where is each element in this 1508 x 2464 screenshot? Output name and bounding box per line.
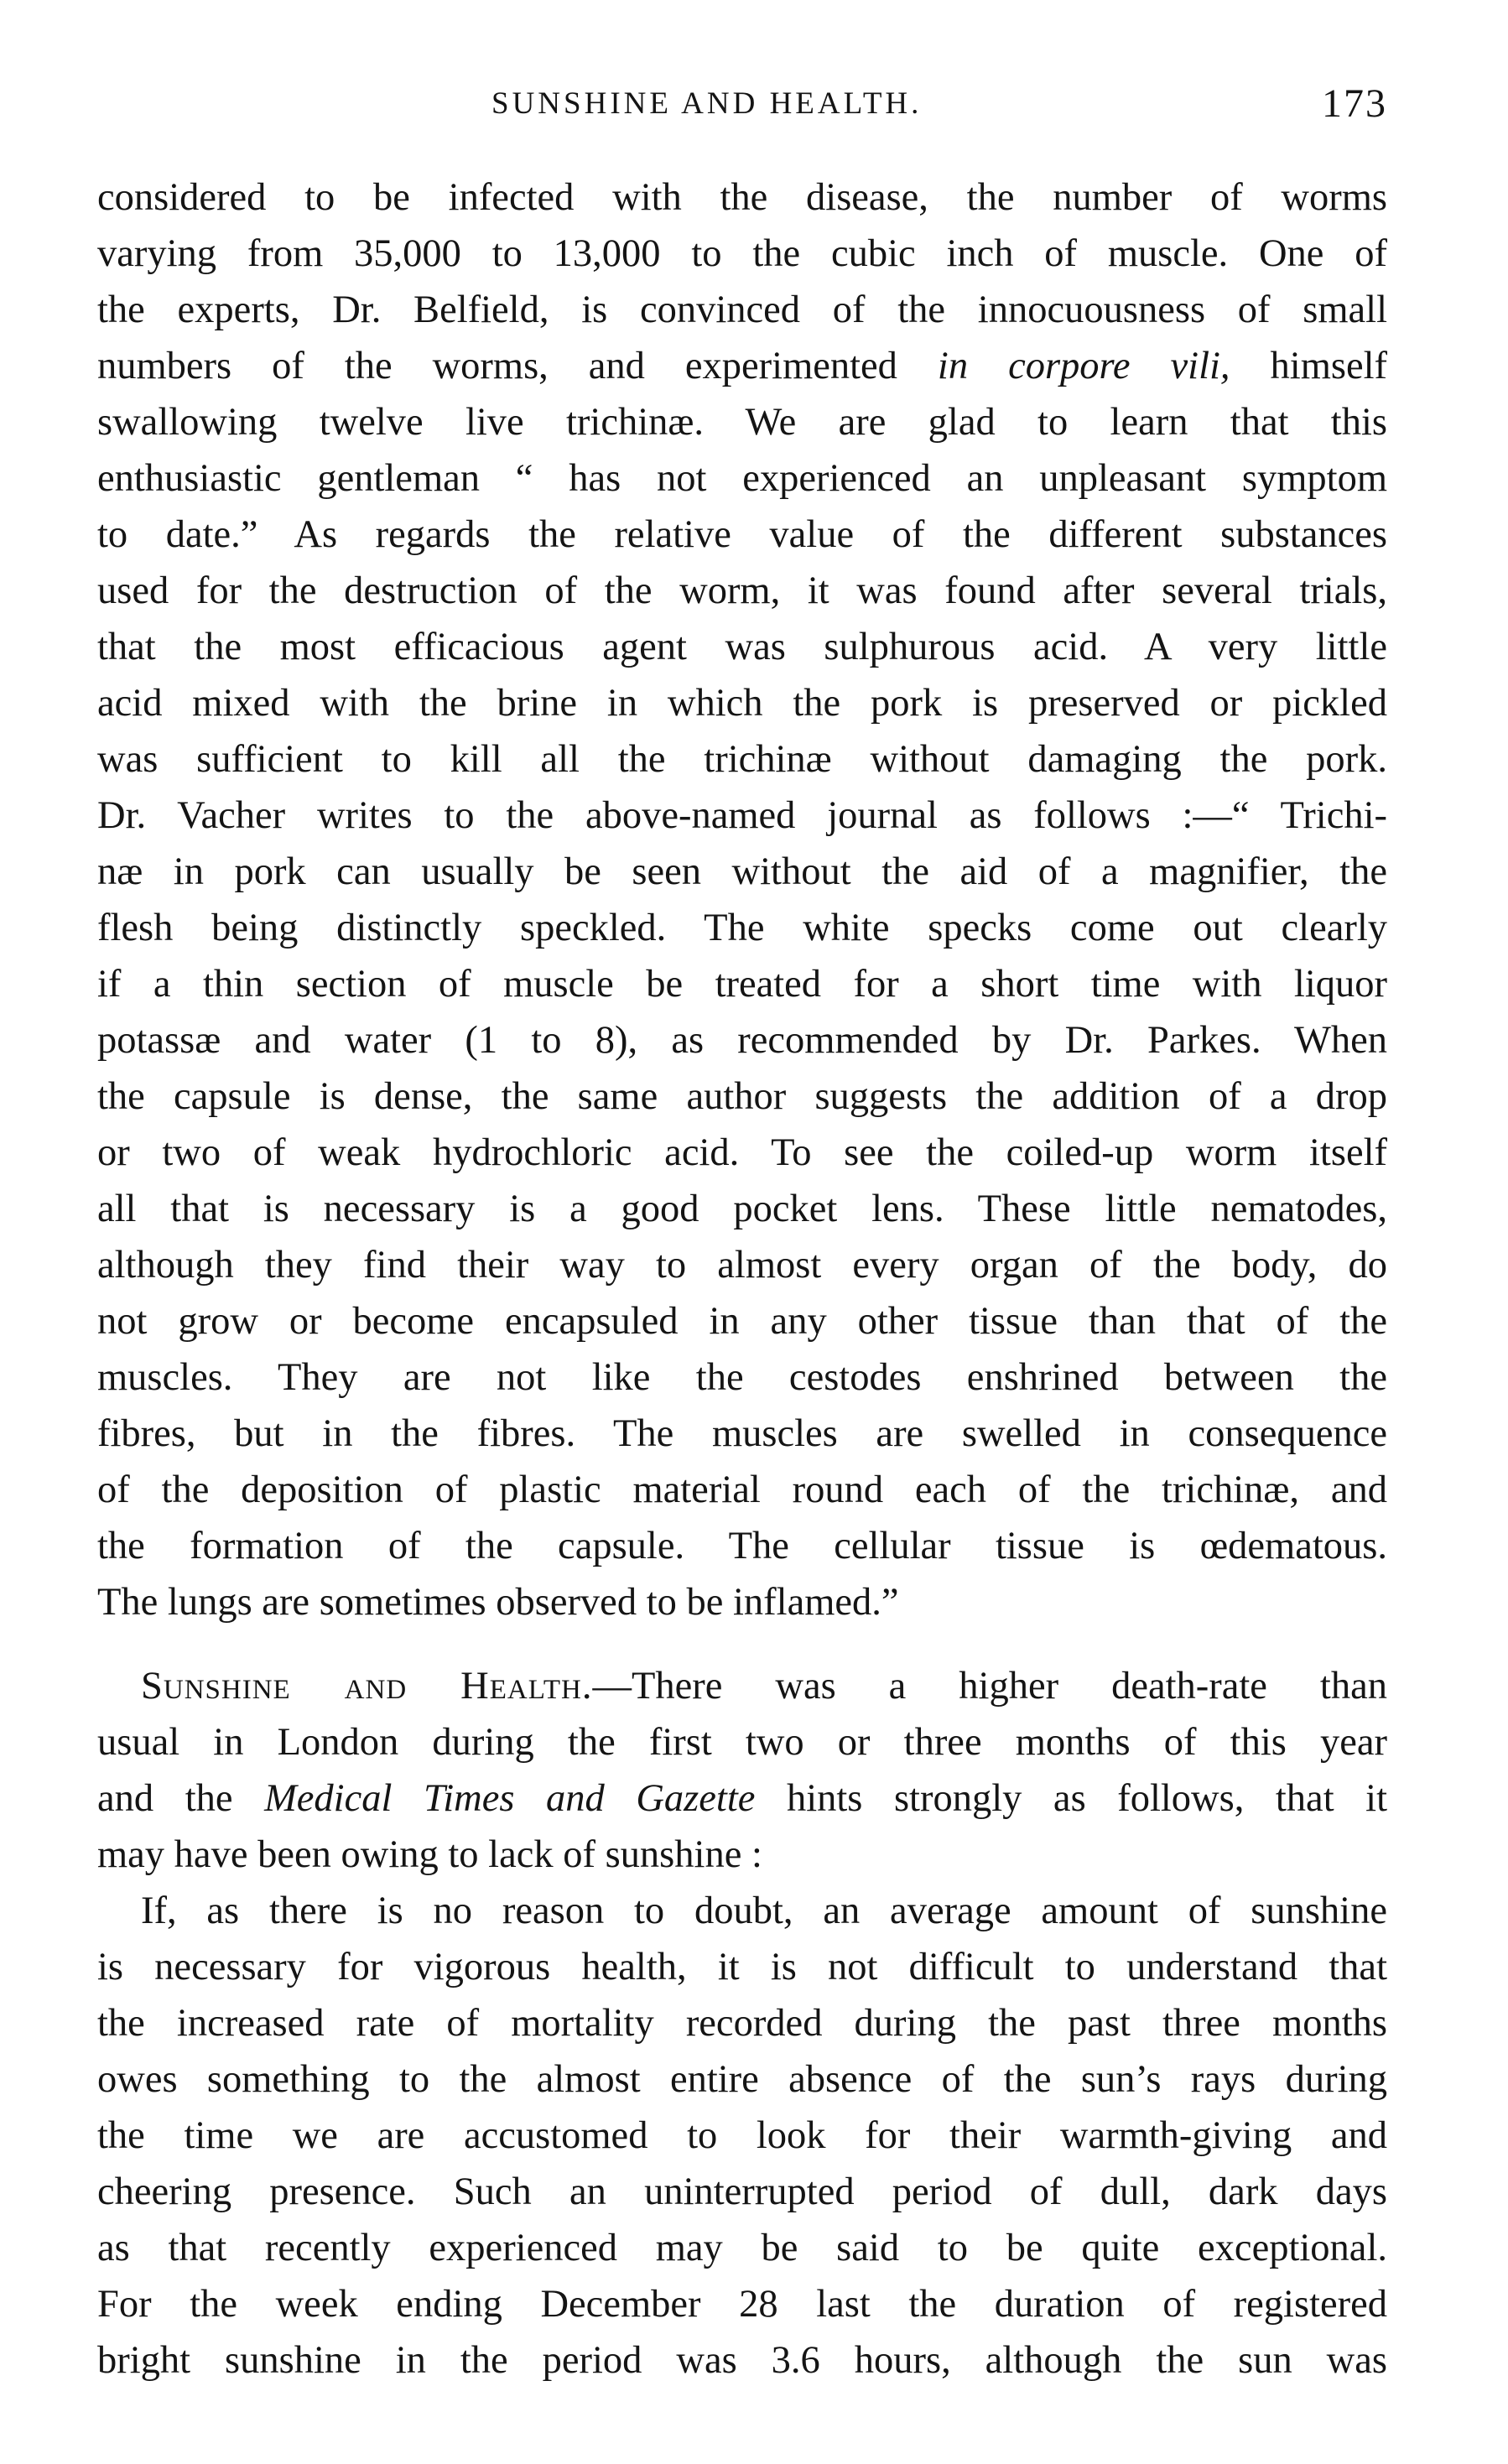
text-line: Dr. Vacher writes to the above-named journal as follows :—“ Trichi- xyxy=(97,794,1387,837)
text-line: muscles. They are not like the cestodes enshrined between the xyxy=(97,1356,1387,1399)
text-line: For the week ending December 28 last the duration of registered xyxy=(97,2283,1387,2326)
text-line: bright sunshine in the period was 3.6 hours, although the sun was xyxy=(97,2339,1387,2382)
text-line: swallowing twelve live trichinæ. We are glad to learn that this xyxy=(97,401,1387,444)
text-line: enthusiastic gentleman “ has not experienced an unpleasant symptom xyxy=(97,457,1387,500)
text-line: although they find their way to almost every organ of the body, do xyxy=(97,1244,1387,1287)
latin-phrase: in corpore vili, xyxy=(937,345,1230,387)
page-number: 173 xyxy=(1322,81,1387,126)
text-line: varying from 35,000 to 13,000 to the cubic inch of muscle. One of xyxy=(97,232,1387,275)
text-line: or two of weak hydrochloric acid. To see the coiled-up worm itself xyxy=(97,1131,1387,1174)
running-title: SUNSHINE AND HEALTH. xyxy=(491,86,923,121)
text-line: the formation of the capsule. The cellular tissue is œdematous. xyxy=(97,1525,1387,1567)
text-line: owes something to the almost entire absence of the sun’s rays during xyxy=(97,2058,1387,2101)
text-line: was sufficient to kill all the trichinæ without damaging the pork. xyxy=(97,738,1387,781)
text-line: the increased rate of mortality recorded during the past three months xyxy=(97,2002,1387,2045)
text-line xyxy=(141,1658,1387,1715)
text-run: and the xyxy=(97,1777,233,1820)
text-line: usual in London during the first two or three months of this year xyxy=(97,1721,1387,1764)
text-line: to date.” As regards the relative value of the different substances xyxy=(97,513,1387,556)
text-line: not grow or become encapsuled in any other tissue than that of the xyxy=(97,1300,1387,1343)
text-line: the time we are accustomed to look for their warmth-giving and xyxy=(97,2114,1387,2157)
text-line: considered to be infected with the disease, the number of worms xyxy=(97,176,1387,219)
text-line xyxy=(97,338,1387,395)
text-line: may have been owing to lack of sunshine : xyxy=(97,1833,762,1876)
text-line: that the most efficacious agent was sulphurous acid. A very little xyxy=(97,626,1387,668)
text-line: næ in pork can usually be seen without the aid of a magnifier, the xyxy=(97,850,1387,893)
text-run: hints strongly as follows, that it xyxy=(786,1777,1388,1820)
text-line: The lungs are sometimes observed to be inflamed.” xyxy=(97,1581,899,1624)
text-line xyxy=(97,1770,1387,1827)
text-line: as that recently experienced may be said to be quite exceptional. xyxy=(97,2227,1387,2269)
page-header xyxy=(97,74,1387,149)
text-line: potassæ and water (1 to 8), as recommended by Dr. Parkes. When xyxy=(97,1019,1387,1062)
text-line: cheering presence. Such an uninterrupted period of dull, dark days xyxy=(97,2170,1387,2213)
text-line: used for the destruction of the worm, it was found after several trials, xyxy=(97,569,1387,612)
text-line: If, as there is no reason to doubt, an average amount of sunshine xyxy=(141,1890,1387,1932)
text-line: of the deposition of plastic material round each of the trichinæ, and xyxy=(97,1469,1387,1511)
section-heading: Sunshine and Health. xyxy=(141,1665,593,1708)
text-line: fibres, but in the fibres. The muscles are swelled in consequence xyxy=(97,1412,1387,1455)
text-line: acid mixed with the brine in which the pork is preserved or pickled xyxy=(97,682,1387,725)
text-line: all that is necessary is a good pocket lens. These little nematodes, xyxy=(97,1188,1387,1230)
text-run: —There was a higher death-rate than xyxy=(592,1665,1387,1708)
text-line: if a thin section of muscle be treated for a short time with liquor xyxy=(97,963,1387,1006)
text-line: the capsule is dense, the same author suggests the addition of a drop xyxy=(97,1075,1387,1118)
text-line: the experts, Dr. Belfield, is convinced of the innocuousness of small xyxy=(97,289,1387,331)
text-run: himself xyxy=(1270,345,1388,387)
journal-title: Medical Times and Gazette xyxy=(264,1777,756,1820)
text-line: is necessary for vigorous health, it is not difficult to understand that xyxy=(97,1946,1387,1988)
text-run: numbers of the worms, and experimented xyxy=(97,345,897,387)
text-line: flesh being distinctly speckled. The white specks come out clearly xyxy=(97,907,1387,949)
